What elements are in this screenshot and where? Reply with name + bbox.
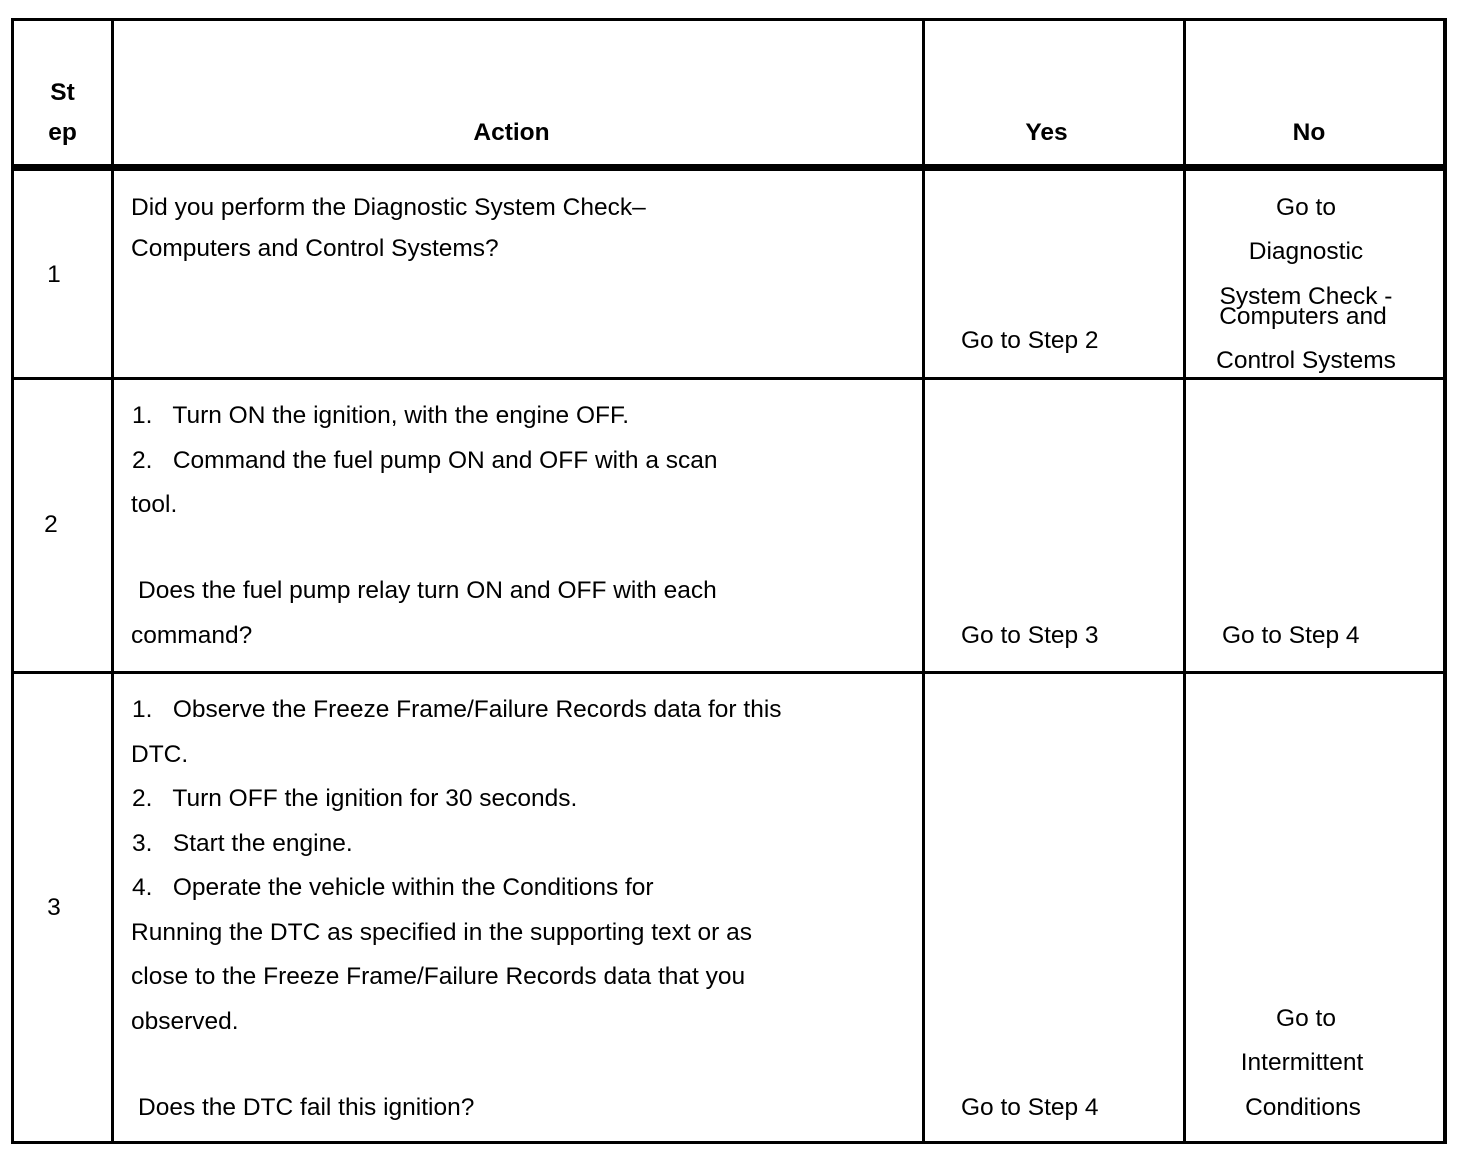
row-1-no-line-3: System Check - xyxy=(1219,283,1393,310)
row-2-action-line-1: 1. Turn ON the ignition, with the engine OFF. xyxy=(132,402,630,429)
row-1-yes: Go to Step 2 xyxy=(961,327,1099,354)
row-3-action-line-8: observed. xyxy=(131,1008,239,1035)
row-1-action-line-1: Did you perform the Diagnostic System Check– xyxy=(131,194,646,221)
table-top-border xyxy=(11,18,1447,21)
table-bottom-border xyxy=(11,1141,1447,1144)
col-divider-action xyxy=(922,18,925,1144)
row-2-step: 2 xyxy=(44,511,58,538)
row-divider-2 xyxy=(11,671,1447,674)
table-right-border xyxy=(1443,18,1447,1144)
row-3-action-line-2: DTC. xyxy=(131,741,189,768)
header-yes: Yes xyxy=(1025,119,1068,146)
row-3-action-line-3: 2. Turn OFF the ignition for 30 seconds. xyxy=(132,785,578,812)
row-3-no-line-2: Intermittent xyxy=(1240,1049,1364,1076)
header-no: No xyxy=(1292,119,1326,146)
row-3-action-line-9: Does the DTC fail this ignition? xyxy=(138,1094,475,1121)
row-2-action-line-3: tool. xyxy=(131,491,178,518)
header-action: Action xyxy=(473,119,550,146)
header-divider xyxy=(11,164,1447,171)
row-2-yes: Go to Step 3 xyxy=(961,622,1099,649)
row-3-action-line-7: close to the Freeze Frame/Failure Records data that you xyxy=(131,963,746,990)
row-3-action-line-5: 4. Operate the vehicle within the Conditions for xyxy=(132,874,654,901)
row-2-action-line-2: 2. Command the fuel pump ON and OFF with a scan xyxy=(132,447,718,474)
col-divider-step xyxy=(111,18,114,1144)
row-3-action-line-4: 3. Start the engine. xyxy=(132,830,353,857)
row-3-action-line-6: Running the DTC as specified in the supporting text or as xyxy=(131,919,753,946)
row-3-step: 3 xyxy=(47,894,61,921)
row-1-no-line-5: Control Systems xyxy=(1216,347,1396,374)
row-3-no-line-3: Conditions xyxy=(1245,1094,1361,1121)
row-1-step: 1 xyxy=(47,261,61,288)
row-1-action-line-2: Computers and Control Systems? xyxy=(131,235,499,262)
row-1-no-line-4: Computers and xyxy=(1219,303,1387,330)
row-3-action-line-1: 1. Observe the Freeze Frame/Failure Records data for this xyxy=(132,696,782,723)
row-1-no-line-1: Go to xyxy=(1276,194,1336,221)
row-2-action-line-4: Does the fuel pump relay turn ON and OFF with each xyxy=(138,577,717,604)
row-1-no-line-2: Diagnostic xyxy=(1248,238,1364,265)
row-2-action-line-5: command? xyxy=(131,622,253,649)
row-2-no: Go to Step 4 xyxy=(1222,622,1360,649)
header-step-line2: ep xyxy=(48,119,77,146)
header-step-line1: St xyxy=(50,79,75,106)
row-3-yes: Go to Step 4 xyxy=(961,1094,1099,1121)
row-3-no-line-1: Go to xyxy=(1276,1005,1336,1032)
table-left-border xyxy=(11,18,14,1144)
